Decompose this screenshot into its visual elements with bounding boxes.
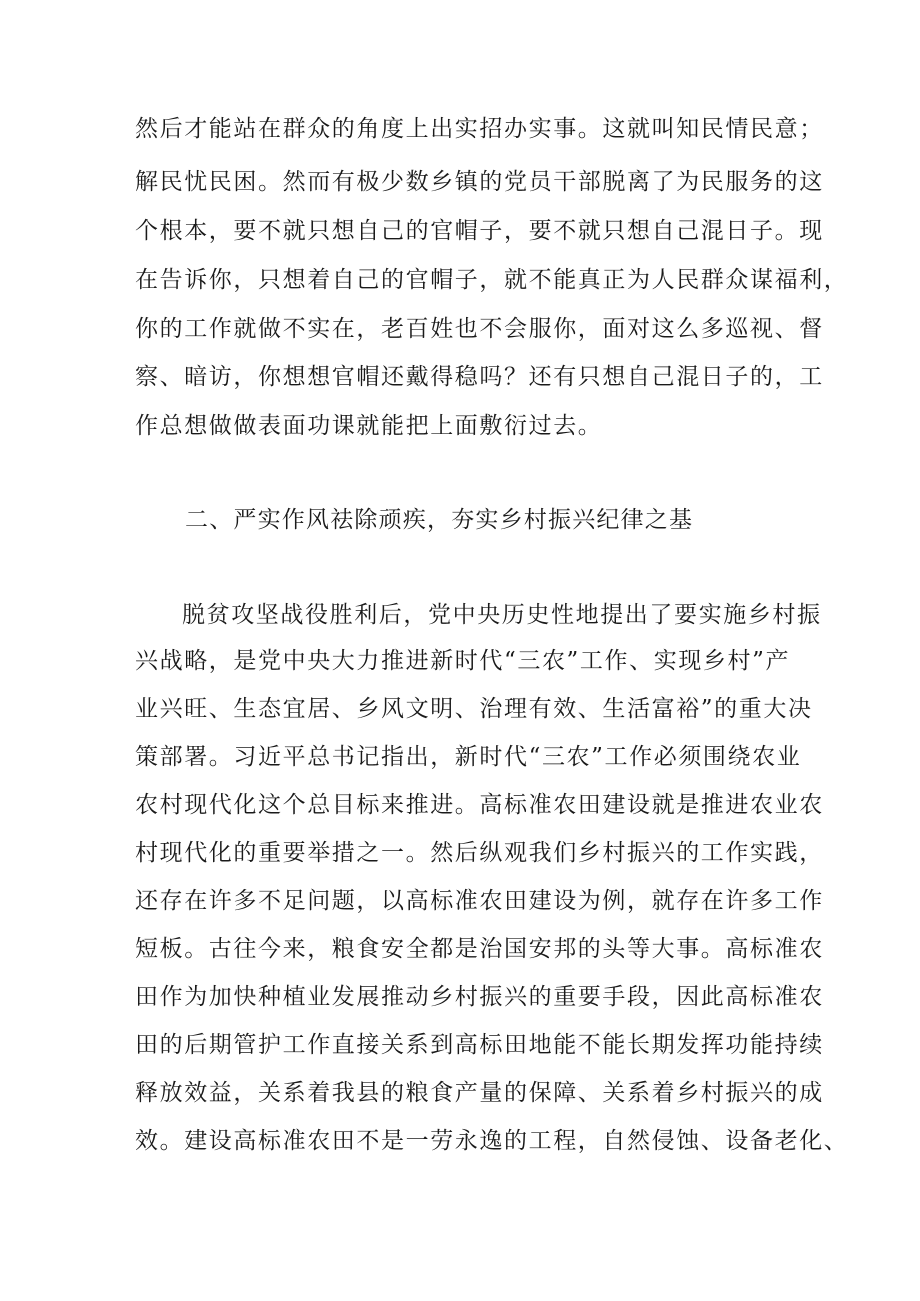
section-heading: 二、严实作风祛除顽疾，夯实乡村振兴纪律之基	[185, 507, 694, 533]
paragraph-line: 田作为加快种植业发展推动乡村振兴的重要手段，因此高标准农	[135, 984, 824, 1010]
paragraph-line: 效。建设高标准农田不是一劳永逸的工程，自然侵蚀、设备老化、	[135, 1128, 849, 1154]
paragraph-line: 还存在许多不足问题，以高标准农田建设为例，就存在许多工作	[135, 888, 824, 914]
paragraph-line: 释放效益，关系着我县的粮食产量的保障、关系着乡村振兴的成	[135, 1080, 824, 1106]
paragraph-line: 业兴旺、生态宜居、乡风文明、治理有效、生活富裕”的重大决	[135, 696, 813, 722]
paragraph-line: 在告诉你，只想着自己的官帽子，就不能真正为人民群众谋福利，	[135, 267, 849, 293]
paragraph-line: 脱贫攻坚战役胜利后，党中央历史性地提出了要实施乡村振	[182, 602, 822, 628]
paragraph-line: 解民忧民困。然而有极少数乡镇的党员干部脱离了为民服务的这	[135, 169, 824, 195]
paragraph-line: 策部署。习近平总书记指出，新时代“三农”工作必须围绕农业	[135, 744, 802, 770]
paragraph-line: 农村现代化这个总目标来推进。高标准农田建设就是推进农业农	[135, 792, 824, 818]
paragraph-line: 短板。古往今来，粮食安全都是治国安邦的头等大事。高标准农	[135, 936, 824, 962]
paragraph-line: 然后才能站在群众的角度上出实招办实事。这就叫知民情民意；	[135, 116, 824, 142]
paragraph-line: 田的后期管护工作直接关系到高标田地能不能长期发挥功能持续	[135, 1032, 824, 1058]
paragraph-line: 村现代化的重要举措之一。然后纵观我们乡村振兴的工作实践，	[135, 840, 824, 866]
paragraph-line: 作总想做做表面功课就能把上面敷衍过去。	[135, 413, 603, 439]
paragraph-line: 兴战略，是党中央大力推进新时代“三农”工作、实现乡村”产	[135, 648, 791, 674]
paragraph-line: 察、暗访，你想想官帽还戴得稳吗？还有只想自己混日子的，工	[135, 364, 824, 390]
paragraph-line: 你的工作就做不实在，老百姓也不会服你，面对这么多巡视、督	[135, 316, 824, 342]
paragraph-line: 个根本，要不就只想自己的官帽子，要不就只想自己混日子。现	[135, 218, 824, 244]
